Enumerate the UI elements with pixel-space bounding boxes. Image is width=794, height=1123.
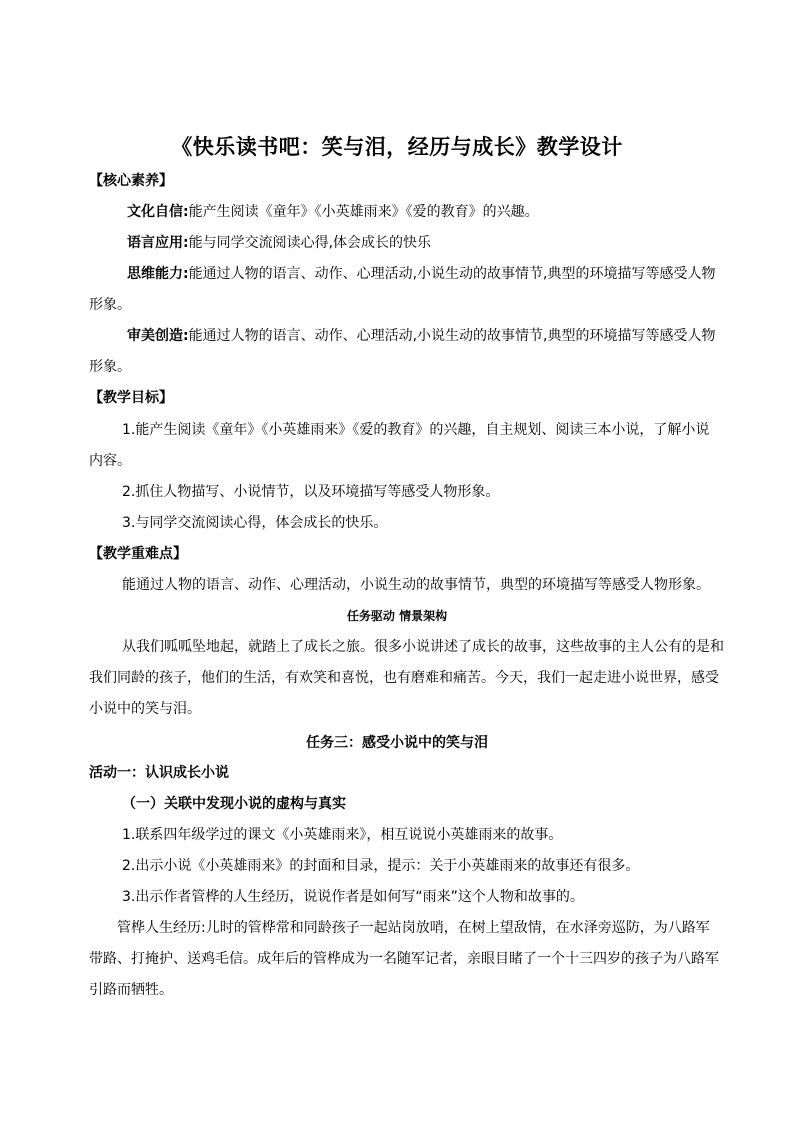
core-literacy-label: 思维能力: <box>127 266 189 282</box>
section-heading-objectives: 【教学目标】 <box>89 390 173 406</box>
task-drive-paragraph: 从我们呱呱坠地起，就踏上了成长之旅。很多小说讲述了成长的故事，这些故事的主人公有的是和 <box>122 639 724 655</box>
core-literacy-label: 审美创造: <box>127 328 189 344</box>
section-heading-key-points: 【教学重难点】 <box>89 546 187 562</box>
step-item-1: 1.联系四年级学过的课文《小英雄雨来》，相互说说小英雄雨来的故事。 <box>122 827 563 843</box>
core-literacy-text: 能通过人物的语言、动作、心理活动,小说生动的故事情节,典型的环境描写等感受人物 <box>188 266 716 282</box>
core-literacy-label: 文化自信: <box>127 204 189 220</box>
section-heading-core-literacy: 【核心素养】 <box>89 173 173 189</box>
core-literacy-item <box>127 264 716 284</box>
core-literacy-label: 语言应用: <box>127 235 189 251</box>
task-drive-heading: 任务驱动 情景架构 <box>346 609 448 623</box>
task-drive-paragraph-line: 小说中的笑与泪。 <box>89 701 201 717</box>
core-literacy-item <box>127 326 716 346</box>
objective-item-2: 2.抓住人物描写、小说情节，以及环境描写等感受人物形象。 <box>122 484 500 500</box>
objective-item-1-continuation: 内容。 <box>89 453 131 469</box>
document-title: 《快乐读书吧：笑与泪，经历与成长》教学设计 <box>171 134 623 159</box>
objective-item-1: 1.能产生阅读《童年》《小英雄雨来》《爱的教育》的兴趣，自主规划、阅读三本小说，了解小说 <box>122 422 710 438</box>
core-literacy-text: 能通过人物的语言、动作、心理活动,小说生动的故事情节,典型的环境描写等感受人物 <box>188 328 716 344</box>
core-literacy-continuation: 形象。 <box>89 359 131 375</box>
core-literacy-text: 能产生阅读《童年》《小英雄雨来》《爱的教育》的兴趣。 <box>188 204 539 220</box>
author-bio-line: 带路、打掩护、送鸡毛信。成年后的管桦成为一名随军记者，亲眼目睹了一个十三四岁的孩子为八路军 <box>89 951 719 967</box>
task-drive-paragraph-line: 我们同龄的孩子，他们的生活，有欢笑和喜悦，也有磨难和痛苦。今天，我们一起走进小说世界，感受 <box>89 670 719 686</box>
objective-item-3: 3.与同学交流阅读心得，体会成长的快乐。 <box>122 515 388 531</box>
author-bio-line: 引路而牺牲。 <box>89 982 173 998</box>
subsection-heading: （一）关联中发现小说的虚构与真实 <box>122 796 346 812</box>
key-points-text: 能通过人物的语言、动作、心理活动，小说生动的故事情节，典型的环境描写等感受人物形象。 <box>122 577 710 593</box>
core-literacy-item <box>127 202 539 222</box>
step-item-2: 2.出示小说《小英雄雨来》的封面和目录，提示：关于小英雄雨来的故事还有很多。 <box>122 858 640 874</box>
core-literacy-item <box>127 233 431 253</box>
task3-heading: 任务三：感受小说中的笑与泪 <box>306 735 488 751</box>
step-item-3: 3.出示作者管桦的人生经历，说说作者是如何写“雨来”这个人物和故事的。 <box>122 889 584 905</box>
core-literacy-text: 能与同学交流阅读心得,体会成长的快乐 <box>188 235 432 251</box>
core-literacy-continuation: 形象。 <box>89 297 131 313</box>
author-bio-paragraph: 管桦人生经历:儿时的管桦常和同龄孩子一起站岗放哨，在树上望敌情，在水泽旁巡防，为八路军 <box>117 920 710 936</box>
activity-1-heading: 活动一：认识成长小说 <box>89 765 229 781</box>
